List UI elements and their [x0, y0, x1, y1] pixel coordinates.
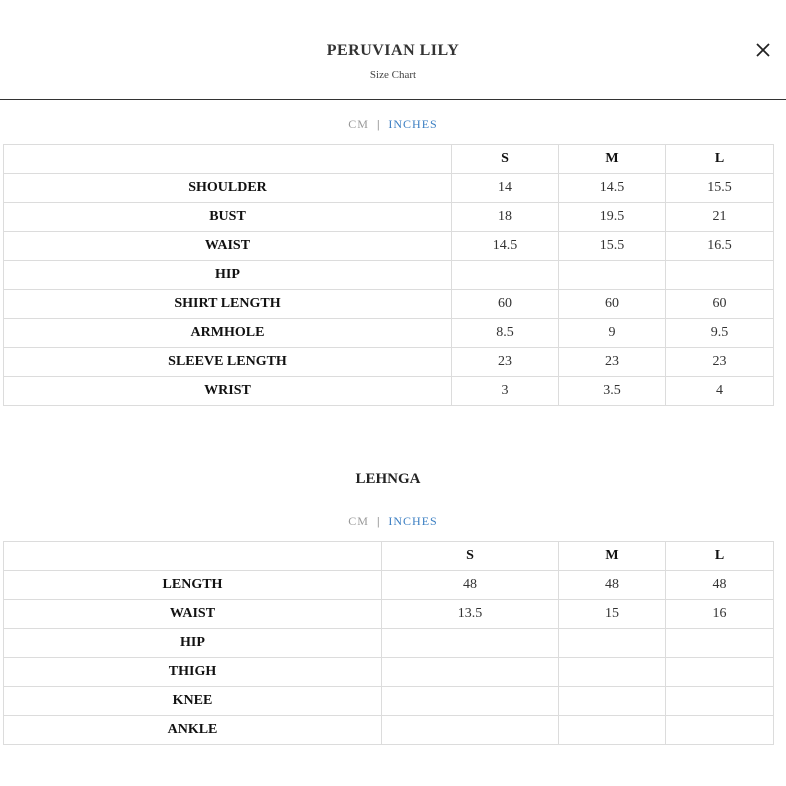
lehnga-unit-toggle: [0, 514, 786, 529]
unit-cm-option[interactable]: CM: [348, 514, 369, 528]
table-row: [4, 716, 774, 745]
unit-inches-option[interactable]: INCHES: [388, 117, 438, 131]
table-row: [4, 600, 774, 629]
measurement-label: HIP: [4, 629, 382, 658]
shirt-size-table: [3, 144, 774, 406]
table-row: [4, 261, 774, 290]
table-row: [4, 290, 774, 319]
measurement-value: [559, 716, 666, 745]
measurement-value: [559, 261, 666, 290]
measurement-value: 15: [559, 600, 666, 629]
measurement-value: [559, 687, 666, 716]
page-subtitle: Size Chart: [369, 69, 417, 81]
table-row: [4, 658, 774, 687]
measurement-value: [559, 629, 666, 658]
measurement-value: [666, 687, 774, 716]
unit-inches-option[interactable]: INCHES: [388, 514, 438, 528]
measurement-value: 14.5: [452, 232, 559, 261]
table-row: [4, 348, 774, 377]
table-row: [4, 629, 774, 658]
measurement-label: THIGH: [4, 658, 382, 687]
measurement-value: 23: [452, 348, 559, 377]
measurement-label: WAIST: [4, 600, 382, 629]
header-blank-cell: [4, 145, 452, 174]
measurement-value: 14: [452, 174, 559, 203]
measurement-value: [666, 261, 774, 290]
page-title: PERUVIAN LILY: [326, 42, 460, 59]
header-blank-cell: [4, 542, 382, 571]
table-row: [4, 174, 774, 203]
size-column-header: S: [382, 542, 559, 571]
measurement-label: SHIRT LENGTH: [4, 290, 452, 319]
measurement-value: 60: [452, 290, 559, 319]
measurement-value: [666, 716, 774, 745]
measurement-value: 18: [452, 203, 559, 232]
measurement-value: 23: [559, 348, 666, 377]
measurement-value: [666, 629, 774, 658]
table-row: [4, 377, 774, 406]
header-divider: [0, 99, 786, 100]
size-column-header: M: [559, 145, 666, 174]
measurement-value: 15.5: [666, 174, 774, 203]
table-header-row: [4, 542, 774, 571]
measurement-value: 60: [559, 290, 666, 319]
unit-cm-option[interactable]: CM: [348, 117, 369, 131]
lehnga-size-table: [3, 541, 774, 745]
measurement-label: HIP: [4, 261, 452, 290]
measurement-value: 13.5: [382, 600, 559, 629]
measurement-value: [382, 658, 559, 687]
size-column-header: L: [666, 542, 774, 571]
measurement-value: 3.5: [559, 377, 666, 406]
measurement-value: 9.5: [666, 319, 774, 348]
size-column-header: L: [666, 145, 774, 174]
table-row: [4, 232, 774, 261]
measurement-value: 48: [666, 571, 774, 600]
close-button[interactable]: [753, 40, 773, 60]
close-icon: [753, 40, 773, 60]
measurement-value: 60: [666, 290, 774, 319]
table-row: [4, 687, 774, 716]
measurement-value: 48: [559, 571, 666, 600]
table-row: [4, 571, 774, 600]
measurement-label: KNEE: [4, 687, 382, 716]
measurement-label: SHOULDER: [4, 174, 452, 203]
measurement-value: 21: [666, 203, 774, 232]
table-row: [4, 203, 774, 232]
measurement-value: [382, 629, 559, 658]
measurement-label: LENGTH: [4, 571, 382, 600]
measurement-value: 19.5: [559, 203, 666, 232]
measurement-label: WRIST: [4, 377, 452, 406]
unit-separator: |: [376, 117, 381, 131]
measurement-value: 16: [666, 600, 774, 629]
measurement-value: 3: [452, 377, 559, 406]
measurement-label: WAIST: [4, 232, 452, 261]
measurement-label: ARMHOLE: [4, 319, 452, 348]
size-column-header: S: [452, 145, 559, 174]
measurement-value: 14.5: [559, 174, 666, 203]
measurement-value: 4: [666, 377, 774, 406]
size-column-header: M: [559, 542, 666, 571]
measurement-value: 9: [559, 319, 666, 348]
measurement-value: 23: [666, 348, 774, 377]
shirt-unit-toggle: [0, 117, 786, 132]
measurement-value: 16.5: [666, 232, 774, 261]
measurement-value: [666, 658, 774, 687]
unit-separator: |: [376, 514, 381, 528]
measurement-value: [382, 716, 559, 745]
measurement-value: 8.5: [452, 319, 559, 348]
measurement-value: [559, 658, 666, 687]
measurement-value: [382, 687, 559, 716]
table-row: [4, 319, 774, 348]
measurement-value: [452, 261, 559, 290]
measurement-label: ANKLE: [4, 716, 382, 745]
measurement-label: BUST: [4, 203, 452, 232]
measurement-value: 48: [382, 571, 559, 600]
measurement-label: SLEEVE LENGTH: [4, 348, 452, 377]
table-header-row: [4, 145, 774, 174]
lehnga-section-title: LEHNGA: [355, 471, 421, 487]
measurement-value: 15.5: [559, 232, 666, 261]
